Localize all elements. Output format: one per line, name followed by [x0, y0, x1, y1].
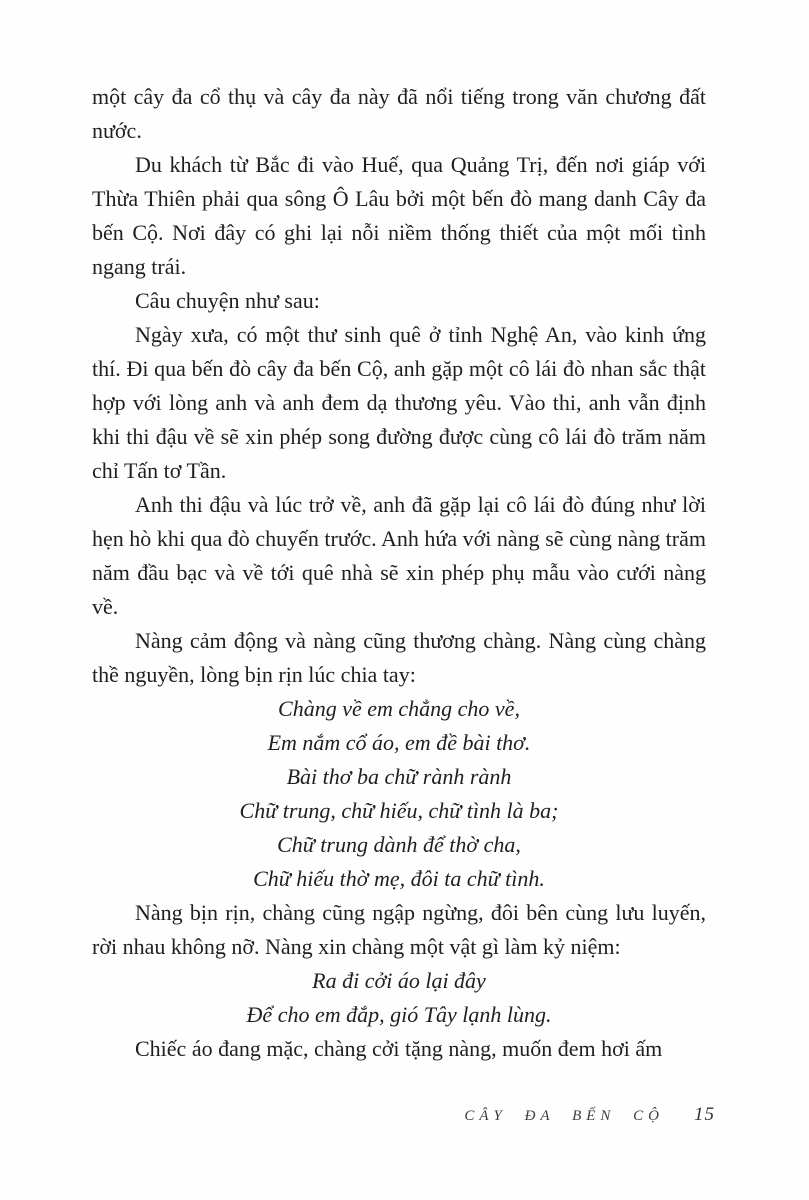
verse-line: Chữ hiếu thờ mẹ, đôi ta chữ tình.: [253, 866, 545, 891]
verse-line: Em nắm cổ áo, em đề bài thơ.: [267, 730, 531, 755]
body-paragraph: Ngày xưa, có một thư sinh quê ở tỉnh Nghệ An, vào kinh ứng thí. Đi qua bến đò cây đa bến Cộ, anh gặp một cô lái đò nhan sắc thật hợp với lòng anh và anh đem dạ thương yêu. Vào thi, anh vẫn định khi thi đậu về sẽ xin phép song đường được cùng cô lái đò trăm năm chỉ Tấn tơ Tần.: [92, 322, 706, 483]
body-paragraph: Câu chuyện như sau:: [135, 288, 320, 313]
body-paragraph: một cây đa cổ thụ và cây đa này đã nổi tiếng trong văn chương đất nước.: [92, 84, 706, 143]
verse-line: Bài thơ ba chữ rành rành: [286, 764, 512, 789]
poem-stanza: [92, 692, 706, 896]
running-footer-title: CÂY ĐA BẾN CỘ: [464, 1108, 664, 1124]
verse-line: Ra đi cởi áo lại đây: [312, 968, 486, 993]
body-paragraph: Nàng bịn rịn, chàng cũng ngập ngừng, đôi bên cùng lưu luyến, rời nhau không nỡ. Nàng xin chàng một vật gì làm kỷ niệm:: [92, 900, 706, 959]
body-paragraph: Chiếc áo đang mặc, chàng cởi tặng nàng, muốn đem hơi ấm: [135, 1036, 663, 1061]
verse-line: Chữ trung dành để thờ cha,: [277, 832, 521, 857]
verse-line: Chữ trung, chữ hiếu, chữ tình là ba;: [239, 798, 559, 823]
body-paragraph: Du khách từ Bắc đi vào Huế, qua Quảng Trị, đến nơi giáp với Thừa Thiên phải qua sông Ô Lâu bởi một bến đò mang danh Cây đa bến Cộ. Nơi đây có ghi lại nỗi niềm thống thiết của một mối tình ngang trái.: [92, 152, 706, 279]
running-footer: [464, 1104, 715, 1126]
body-paragraph: Nàng cảm động và nàng cũng thương chàng. Nàng cùng chàng thề nguyền, lòng bịn rịn lúc chia tay:: [92, 628, 706, 687]
body-paragraph: Anh thi đậu và lúc trở về, anh đã gặp lại cô lái đò đúng như lời hẹn hò khi qua đò chuyến trước. Anh hứa với nàng sẽ cùng nàng trăm năm đầu bạc và về tới quê nhà sẽ xin phép phụ mẫu vào cưới nàng về.: [92, 492, 706, 619]
page-number: 15: [694, 1104, 715, 1125]
verse-line: Để cho em đắp, gió Tây lạnh lùng.: [246, 1002, 552, 1027]
verse-line: Chàng về em chẳng cho về,: [278, 696, 520, 721]
body-text-block: [92, 80, 706, 1066]
poem-stanza: [92, 964, 706, 1032]
